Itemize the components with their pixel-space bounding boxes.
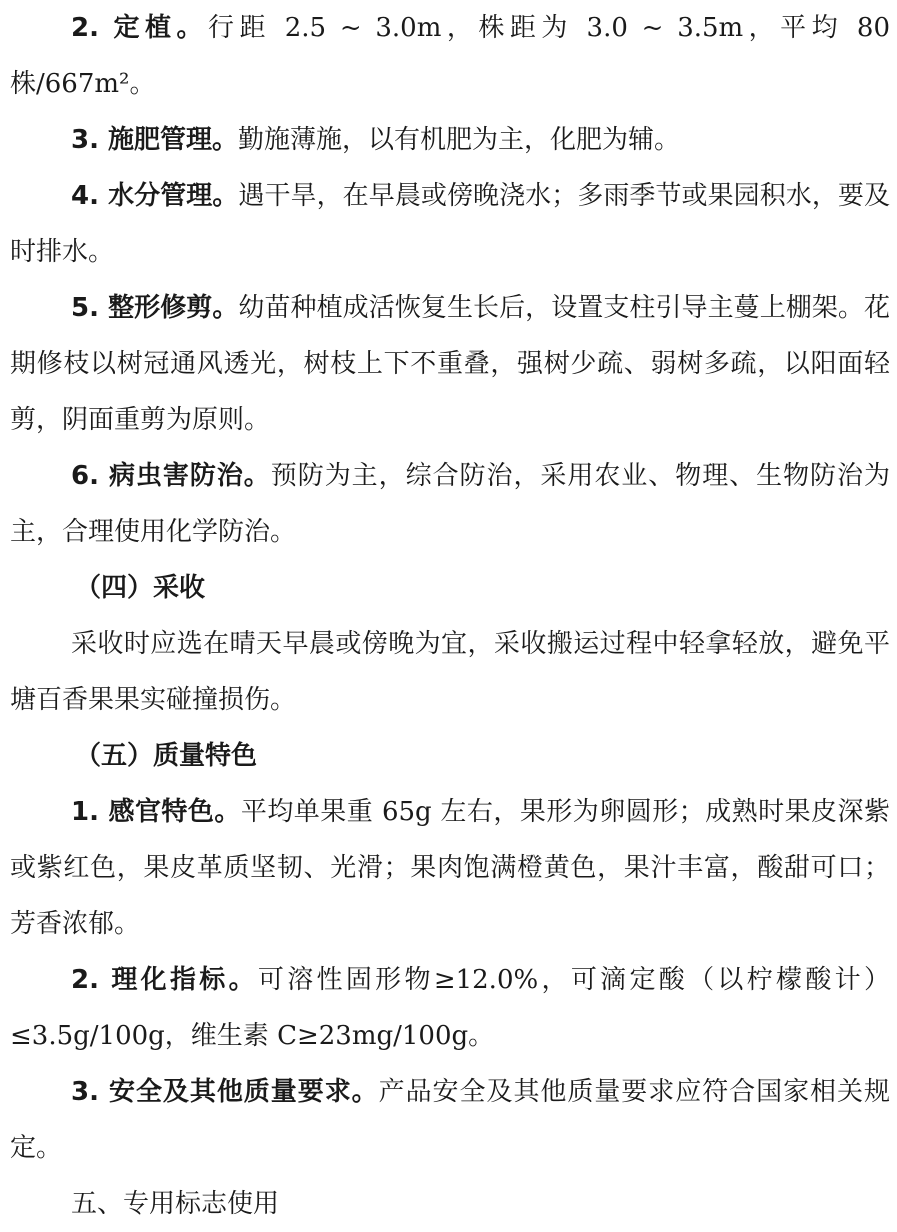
quality-item-sensory <box>10 784 890 952</box>
item-water <box>10 168 890 280</box>
harvest-text: 采收时应选在晴天早晨或傍晚为宜，采收搬运过程中轻拿轻放，避免平塘百香果果实碰撞损伤。 <box>10 629 890 715</box>
item-lead: 5. 整形修剪。 <box>71 293 239 323</box>
quality-item-safety <box>10 1064 890 1176</box>
section-heading: 五、专用标志使用 <box>71 1189 280 1219</box>
item-lead: 3. 安全及其他质量要求。 <box>71 1077 379 1107</box>
item-text: 勤施薄施，以有机肥为主，化肥为辅。 <box>238 125 681 155</box>
item-text: 产品安全及其他质量要求应符合国家相关规定。 <box>10 1077 890 1163</box>
item-text: 遇干旱，在早晨或傍晚浇水；多雨季节或果园积水，要及时排水。 <box>10 181 890 267</box>
quality-item-physchem <box>10 952 890 1064</box>
harvest-heading: （四）采收 <box>75 573 206 603</box>
quality-heading: （五）质量特色 <box>75 741 258 771</box>
item-planting <box>10 0 890 112</box>
item-text: 可溶性固形物≥12.0%，可滴定酸（以柠檬酸计）≤3.5g/100g，维生素 C≥23mg/100g。 <box>10 965 890 1051</box>
item-lead: 6. 病虫害防治。 <box>71 461 271 491</box>
item-text: 幼苗种植成活恢复生长后，设置支柱引导主蔓上棚架。花期修枝以树冠通风透光，树枝上下不重叠，强树少疏、弱树多疏，以阳面轻剪，阴面重剪为原则。 <box>10 293 890 435</box>
item-pruning <box>10 280 890 448</box>
item-lead: 3. 施肥管理。 <box>71 125 239 155</box>
item-pest-control <box>10 448 890 560</box>
item-text: 行距 2.5 ~ 3.0m，株距为 3.0 ~ 3.5m，平均 80 株/667m²。 <box>10 13 890 99</box>
item-lead: 2. 定植。 <box>71 13 208 43</box>
item-lead: 4. 水分管理。 <box>71 181 239 211</box>
item-lead: 2. 理化指标。 <box>71 965 258 995</box>
document-page <box>10 0 890 1232</box>
item-lead: 1. 感官特色。 <box>71 797 241 827</box>
item-text: 平均单果重 65g 左右，果形为卵圆形；成熟时果皮深紫或紫红色，果皮革质坚韧、光滑；果肉饱满橙黄色，果汁丰富，酸甜可口；芳香浓郁。 <box>10 797 890 939</box>
item-fertilizer <box>10 112 890 168</box>
item-text: 预防为主，综合防治，采用农业、物理、生物防治为主，合理使用化学防治。 <box>10 461 890 547</box>
